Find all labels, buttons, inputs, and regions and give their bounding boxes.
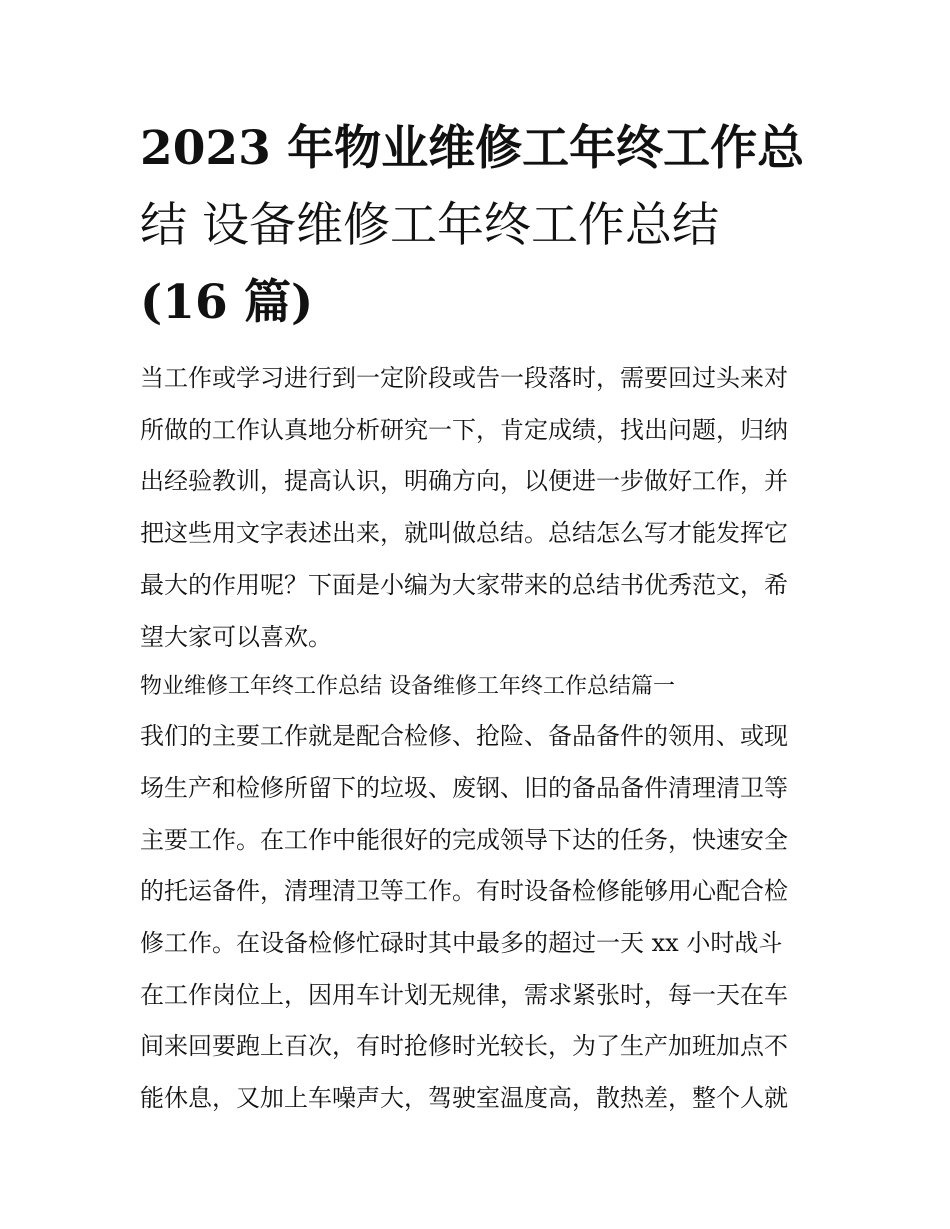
intro-line: 望大家可以喜欢。 <box>140 622 332 651</box>
intro-line: 最大的作用呢？下面是小编为大家带来的总结书优秀范文，希 <box>140 570 788 599</box>
body-line: 修工作。在设备检修忙碌时其中最多的超过一天 xx 小时战斗 <box>140 929 783 958</box>
document-title <box>140 110 812 341</box>
body-line: 能休息，又加上车噪声大，驾驶室温度高，散热差，整个人就 <box>140 1084 788 1113</box>
body-line: 场生产和检修所留下的垃圾、废钢、旧的备品备件清理清卫等 <box>140 773 788 802</box>
intro-line: 当工作或学习进行到一定阶段或告一段落时，需要回过头来对 <box>140 364 788 392</box>
title-line-2: 结 设备维修工年终工作总结 <box>140 198 719 253</box>
body-line: 我们的主要工作就是配合检修、抢险、备品备件的领用、或现 <box>140 722 788 751</box>
body-line: 间来回要跑上百次，有时抢修时光较长，为了生产加班加点不 <box>140 1032 788 1061</box>
body-paragraph <box>140 711 812 1125</box>
intro-line: 把这些用文字表述出来，就叫做总结。总结怎么写才能发挥它 <box>140 519 788 548</box>
intro-paragraph <box>140 353 812 663</box>
document-page <box>140 110 812 1125</box>
title-line-3: (16 篇) <box>140 275 314 330</box>
section-heading: 物业维修工年终工作总结 设备维修工年终工作总结篇一 <box>140 674 675 700</box>
body-line: 主要工作。在工作中能很好的完成领导下达的任务，快速安全 <box>140 825 788 854</box>
intro-line: 所做的工作认真地分析研究一下，肯定成绩，找出问题，归纳 <box>140 415 788 444</box>
intro-line: 出经验教训，提高认识，明确方向，以便进一步做好工作，并 <box>140 467 788 496</box>
title-line-1: 2023 年物业维修工年终工作总 <box>140 121 805 176</box>
body-line: 在工作岗位上，因用车计划无规律，需求紧张时，每一天在车 <box>140 980 788 1009</box>
body-line: 的托运备件，清理清卫等工作。有时设备检修能够用心配合检 <box>140 877 788 906</box>
